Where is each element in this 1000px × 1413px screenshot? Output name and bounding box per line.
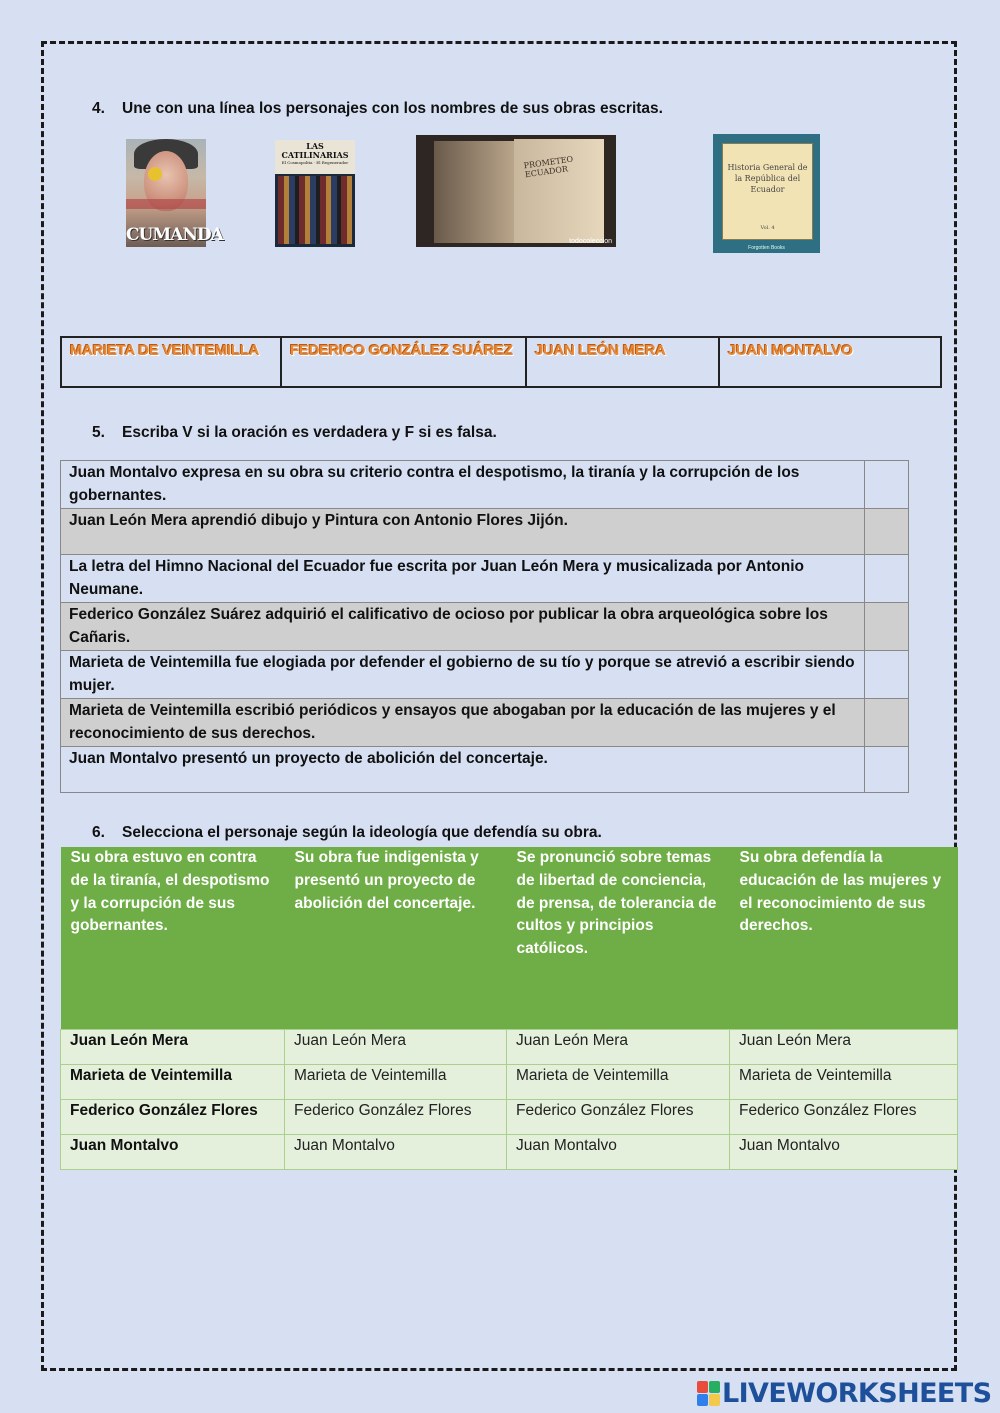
table-row bbox=[61, 1100, 958, 1135]
person-select[interactable] bbox=[516, 1067, 720, 1084]
statement-text: Juan Montalvo expresa en su obra su criterio contra el despotismo, la tiranía y la corrupción de los gobernantes. bbox=[61, 461, 865, 509]
liveworksheets-logo: LIVEWORKSHEETS bbox=[697, 1378, 991, 1408]
statement-text: Federico González Suárez adquirió el calificativo de ocioso por publicar la obra arqueológica sobre los Cañaris. bbox=[61, 603, 865, 651]
person-select[interactable] bbox=[516, 1032, 720, 1049]
vf-answer-input[interactable] bbox=[865, 461, 912, 510]
row-name-cell: Juan Montalvo bbox=[61, 1135, 285, 1170]
true-false-table bbox=[60, 460, 909, 793]
cover-historia-general-image: Historia General de la República del Ecuador Vol. 4 Forgotten Books bbox=[713, 134, 820, 253]
cover-catilinarias-image: LAS CATILINARIAS El Cosmopolita · El Regenerador bbox=[275, 140, 355, 247]
cover-old-book-photo: PROMETEO ECUADOR todocoleccion bbox=[416, 135, 616, 247]
select-cell[interactable] bbox=[285, 1100, 507, 1135]
cover-cumanda-image bbox=[126, 139, 223, 247]
statement-text: Juan Montalvo presentó un proyecto de abolición del concertaje. bbox=[61, 747, 865, 793]
person-select[interactable] bbox=[739, 1137, 948, 1154]
question-5-title: 5. Escriba V si la oración es verdadera y F si es falsa. bbox=[92, 424, 497, 441]
answer-input-cell[interactable] bbox=[865, 461, 909, 509]
author-name-cell[interactable]: FEDERICO GONZÁLEZ SUÁREZ bbox=[281, 337, 526, 387]
vf-answer-input[interactable] bbox=[865, 603, 912, 652]
ideology-select-table bbox=[60, 847, 958, 1170]
row-name-cell: Marieta de Veintemilla bbox=[61, 1065, 285, 1100]
ideology-header: Su obra estuvo en contra de la tiranía, el despotismo y la corrupción de sus gobernantes. bbox=[61, 847, 285, 1030]
answer-input-cell[interactable] bbox=[865, 603, 909, 651]
table-row bbox=[61, 747, 909, 793]
question-6-title: 6. Selecciona el personaje según la ideología que defendía su obra. bbox=[92, 824, 602, 841]
vf-answer-input[interactable] bbox=[865, 747, 912, 794]
table-row bbox=[61, 1030, 958, 1065]
person-select[interactable] bbox=[294, 1102, 497, 1119]
table-row bbox=[61, 699, 909, 747]
select-cell[interactable] bbox=[507, 1100, 730, 1135]
person-select[interactable] bbox=[294, 1032, 497, 1049]
statement-text: Marieta de Veintemilla escribió periódicos y ensayos que abogaban por la educación de las mujeres y el reconocimiento de sus derechos. bbox=[61, 699, 865, 747]
table-row bbox=[61, 603, 909, 651]
cover-cumanda-title: CUMANDA bbox=[126, 225, 223, 245]
select-cell[interactable] bbox=[730, 1135, 958, 1170]
select-cell[interactable] bbox=[507, 1135, 730, 1170]
vf-answer-input[interactable] bbox=[865, 651, 912, 700]
answer-input-cell[interactable] bbox=[865, 651, 909, 699]
ideology-header: Su obra fue indigenista y presentó un proyecto de abolición del concertaje. bbox=[285, 847, 507, 1030]
liveworksheets-logo-icon bbox=[697, 1381, 719, 1405]
table-row bbox=[61, 509, 909, 555]
select-cell[interactable] bbox=[285, 1065, 507, 1100]
author-name-cell[interactable]: JUAN MONTALVO bbox=[719, 337, 941, 387]
vf-answer-input[interactable] bbox=[865, 555, 912, 604]
ideology-header: Se pronunció sobre temas de libertad de conciencia, de prensa, de tolerancia de cultos y principios católicos. bbox=[507, 847, 730, 1030]
select-cell[interactable] bbox=[507, 1030, 730, 1065]
person-select[interactable] bbox=[294, 1137, 497, 1154]
answer-input-cell[interactable] bbox=[865, 747, 909, 793]
answer-input-cell[interactable] bbox=[865, 555, 909, 603]
table-row bbox=[61, 1135, 958, 1170]
ideology-header: Su obra defendía la educación de las mujeres y el reconocimiento de sus derechos. bbox=[730, 847, 958, 1030]
select-cell[interactable] bbox=[730, 1065, 958, 1100]
select-cell[interactable] bbox=[285, 1030, 507, 1065]
table-row bbox=[61, 1065, 958, 1100]
person-select[interactable] bbox=[739, 1032, 948, 1049]
table-row bbox=[61, 555, 909, 603]
person-select[interactable] bbox=[516, 1137, 720, 1154]
select-cell[interactable] bbox=[730, 1100, 958, 1135]
author-name-cell[interactable]: JUAN LEÓN MERA bbox=[526, 337, 719, 387]
question-4-title: 4. Une con una línea los personajes con los nombres de sus obras escritas. bbox=[92, 100, 663, 117]
author-name-cell[interactable]: MARIETA DE VEINTEMILLA bbox=[61, 337, 281, 387]
person-select[interactable] bbox=[739, 1102, 948, 1119]
table-row bbox=[61, 651, 909, 699]
table-row bbox=[61, 461, 909, 509]
answer-input-cell[interactable] bbox=[865, 509, 909, 555]
row-name-cell: Federico González Flores bbox=[61, 1100, 285, 1135]
authors-names-table bbox=[60, 336, 942, 388]
vf-answer-input[interactable] bbox=[865, 509, 912, 556]
person-select[interactable] bbox=[516, 1102, 720, 1119]
select-cell[interactable] bbox=[507, 1065, 730, 1100]
statement-text: La letra del Himno Nacional del Ecuador fue escrita por Juan León Mera y musicalizada por Antonio Neumane. bbox=[61, 555, 865, 603]
statement-text: Marieta de Veintemilla fue elogiada por defender el gobierno de su tío y porque se atrevió a escribir siendo mujer. bbox=[61, 651, 865, 699]
select-cell[interactable] bbox=[730, 1030, 958, 1065]
row-name-cell: Juan León Mera bbox=[61, 1030, 285, 1065]
vf-answer-input[interactable] bbox=[865, 699, 912, 748]
person-select[interactable] bbox=[294, 1067, 497, 1084]
answer-input-cell[interactable] bbox=[865, 699, 909, 747]
statement-text: Juan León Mera aprendió dibujo y Pintura con Antonio Flores Jijón. bbox=[61, 509, 865, 555]
select-cell[interactable] bbox=[285, 1135, 507, 1170]
person-select[interactable] bbox=[739, 1067, 948, 1084]
